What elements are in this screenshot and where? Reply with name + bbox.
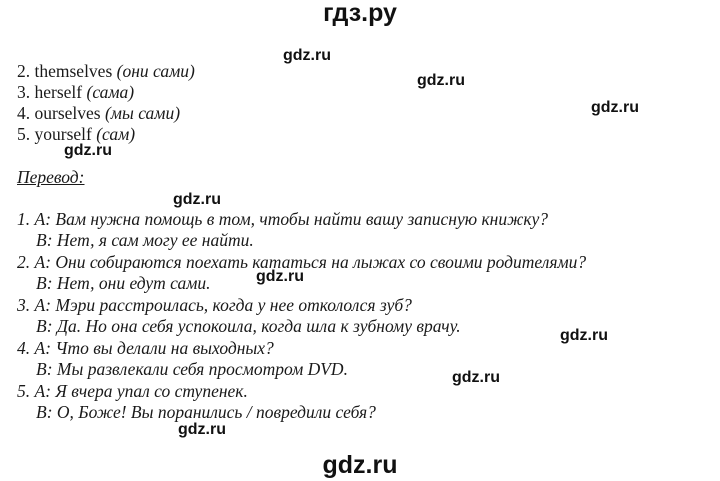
- answer-russian: (мы сами): [104, 103, 181, 123]
- watermark: gdz.ru: [591, 99, 639, 116]
- translation-line: 2. А: Они собираются поехать кататься на лыжах со своими родителями?: [17, 252, 587, 272]
- watermark: gdz.ru: [283, 47, 331, 64]
- watermark: gdz.ru: [417, 72, 465, 89]
- answer-english: 5. yourself: [17, 124, 92, 144]
- translation-line: 5. А: Я вчера упал со ступенек.: [17, 381, 248, 401]
- translation-line: 3. А: Мэри расстроилась, когда у нее откололся зуб?: [17, 295, 412, 315]
- translation-line: 1. А: Вам нужна помощь в том, чтобы найти вашу записную книжку?: [17, 209, 549, 229]
- translation-line: В: Нет, они едут сами.: [36, 273, 211, 293]
- answer-english: 4. ourselves: [17, 103, 101, 123]
- watermark: gdz.ru: [256, 268, 304, 285]
- site-header: гдз.ру: [323, 0, 397, 27]
- answer-russian: (они сами): [116, 61, 195, 81]
- translation-line: В: Мы развлекали себя просмотром DVD.: [36, 359, 348, 379]
- watermark: gdz.ru: [173, 191, 221, 208]
- site-footer: gdz.ru: [322, 451, 398, 479]
- watermark: gdz.ru: [64, 142, 112, 159]
- translation-line: В: Да. Но она себя успокоила, когда шла к зубному врачу.: [36, 316, 461, 336]
- answer-item-2: [17, 61, 195, 81]
- watermark: gdz.ru: [178, 421, 226, 438]
- translation-line: 4. А: Что вы делали на выходных?: [17, 338, 274, 358]
- answer-item-4: [17, 103, 180, 123]
- answer-russian: (сама): [86, 82, 135, 102]
- watermark: gdz.ru: [452, 369, 500, 386]
- watermark: gdz.ru: [560, 327, 608, 344]
- translation-line: В: Нет, я сам могу ее найти.: [36, 230, 254, 250]
- answer-english: 2. themselves: [17, 61, 113, 81]
- answer-item-5: [17, 124, 135, 144]
- answer-english: 3. herself: [17, 82, 83, 102]
- answer-item-3: [17, 82, 134, 102]
- answer-russian: (сам): [96, 124, 136, 144]
- translation-heading: Перевод:: [17, 167, 85, 187]
- translation-line: В: О, Боже! Вы поранились / повредили себя?: [36, 402, 376, 422]
